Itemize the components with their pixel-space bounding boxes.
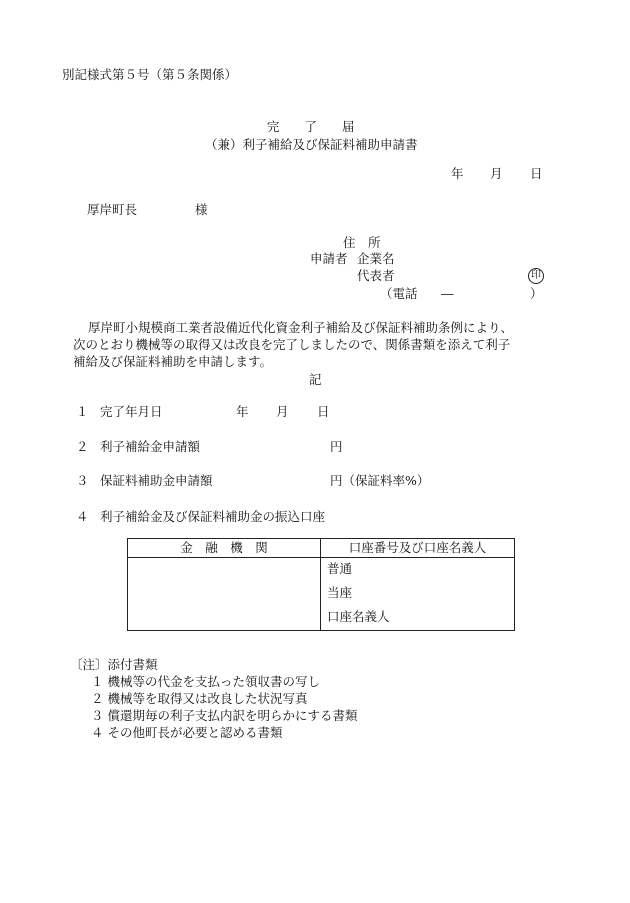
phone-close: ） bbox=[530, 286, 543, 301]
account-type-current: 当座 bbox=[321, 582, 515, 606]
note-item: ２ 機械等を取得又は改良した状況写真 bbox=[91, 691, 308, 706]
item-number: ３ bbox=[76, 473, 89, 488]
note-item: １ 機械等の代金を支払った領収書の写し bbox=[91, 674, 320, 689]
bank-account-table bbox=[127, 538, 515, 631]
financial-institution-cell[interactable] bbox=[128, 558, 321, 631]
date-day: 日 bbox=[530, 166, 543, 181]
document-subtitle: （兼）利子補給及び保証料補助申請書 bbox=[205, 137, 418, 152]
item-year: 年 bbox=[236, 404, 249, 419]
note-heading: 〔注〕添付書類 bbox=[70, 657, 158, 672]
account-type-ordinary: 普通 bbox=[321, 558, 515, 583]
document-title: 完 了 届 bbox=[267, 119, 355, 134]
phone-open: （電話 bbox=[380, 286, 418, 301]
item-month: 月 bbox=[276, 404, 289, 419]
addressee-honorific: 様 bbox=[195, 202, 208, 217]
item-unit: 円（保証料率%） bbox=[330, 473, 430, 488]
item-label: 利子補給金及び保証料補助金の振込口座 bbox=[100, 509, 326, 524]
item-unit: 円 bbox=[330, 439, 343, 454]
financial-institution-header: 金 融 機 関 bbox=[128, 539, 321, 558]
ki-heading: 記 bbox=[309, 372, 322, 387]
body-line-3: 補給及び保証料補助を申請します。 bbox=[73, 354, 273, 369]
addressee-name: 厚岸町長 bbox=[87, 202, 138, 217]
item-number: １ bbox=[76, 404, 89, 419]
note-item: ４ その他町長が必要と認める書類 bbox=[91, 725, 283, 740]
seal-mark: 印 bbox=[528, 268, 544, 284]
representative-label: 代表者 bbox=[357, 268, 395, 283]
item-number: ２ bbox=[76, 439, 89, 454]
date-month: 月 bbox=[490, 166, 503, 181]
item-number: ４ bbox=[76, 509, 89, 524]
account-holder-name: 口座名義人 bbox=[321, 606, 515, 631]
company-label: 企業名 bbox=[357, 251, 395, 266]
item-day: 日 bbox=[317, 404, 330, 419]
item-label: 完了年月日 bbox=[100, 404, 163, 419]
item-label: 保証料補助金申請額 bbox=[100, 473, 213, 488]
form-number: 別記様式第５号（第５条関係） bbox=[62, 67, 238, 82]
table-row bbox=[128, 558, 515, 583]
phone-dash: ― bbox=[441, 286, 454, 301]
body-line-2: 次のとおり機械等の取得又は改良を完了しましたので、関係書類を添えて利子 bbox=[73, 337, 511, 352]
applicant-label: 申請者 bbox=[310, 251, 348, 266]
body-line-1: 厚岸町小規模商工業者設備近代化資金利子補給及び保証料補助条例により、 bbox=[88, 320, 514, 335]
item-label: 利子補給金申請額 bbox=[100, 439, 201, 454]
address-label: 住 所 bbox=[343, 235, 381, 250]
note-item: ３ 償還期毎の利子支払内訳を明らかにする書類 bbox=[91, 708, 358, 723]
bank-table-header bbox=[128, 539, 515, 558]
account-info-header: 口座番号及び口座名義人 bbox=[321, 539, 515, 558]
date-year: 年 bbox=[451, 166, 464, 181]
